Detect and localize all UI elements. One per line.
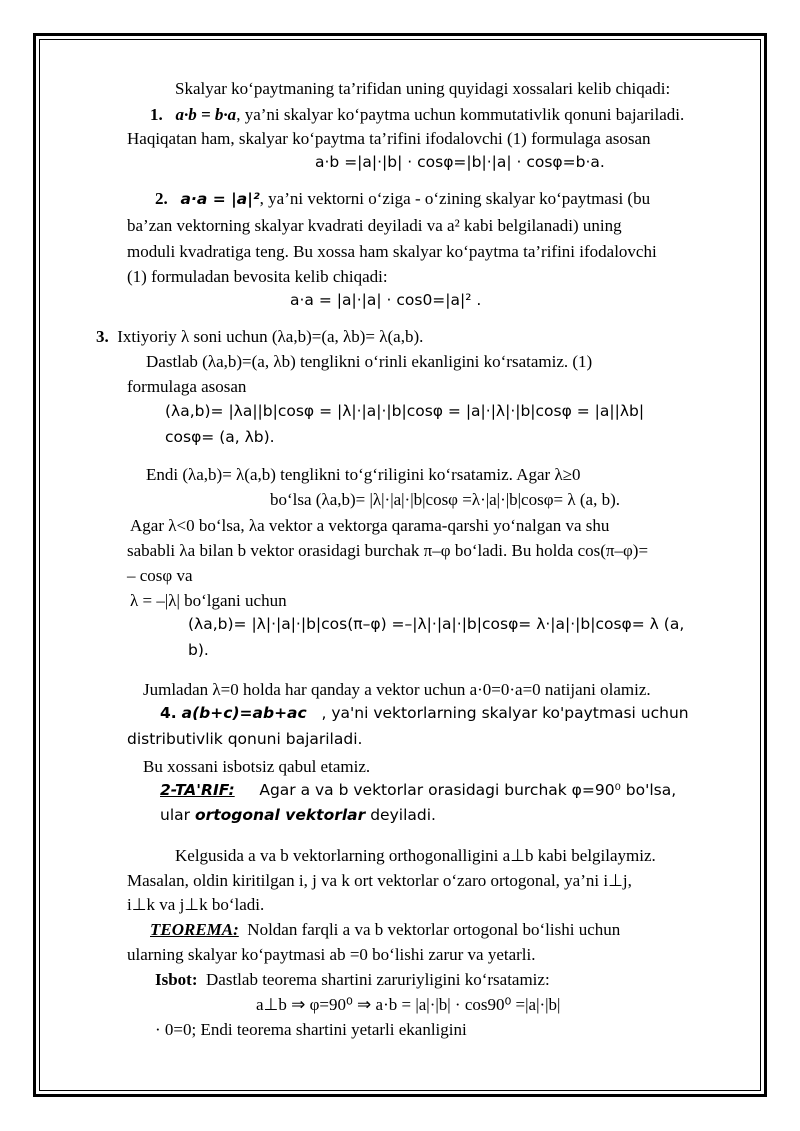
proof-label: Isbot: [155, 970, 198, 989]
orthogonal-line-3: i⊥k va j⊥k bo‘ladi. [127, 895, 265, 914]
property-1-line [150, 106, 684, 123]
property-4-text: , ya'ni vektorlarning skalyar ko'paytmasi uchun [321, 704, 689, 722]
orthogonal-line-2: Masalan, oldin kiritilgan i, j va k ort vektorlar o‘zaro ortogonal, ya’ni i⊥j, [127, 871, 632, 890]
property-2-line-4: (1) formuladan bevosita kelib chiqadi: [127, 267, 388, 286]
property-1-formula-display: a·b =|a|·|b| · cosφ=|b|·|a| · cosφ=b·a. [315, 153, 605, 171]
property-2-line-2: ba’zan vektorning skalyar kvadrati deyiladi va a² kabi belgilanadi) uning [127, 216, 622, 235]
property-3-number: 3. [96, 327, 109, 346]
property-3-line-6: sababli λa bilan b vektor orasidagi burchak π–φ bo‘ladi. Bu holda cos(π–φ)= [127, 541, 649, 560]
theorem-line-1 [150, 921, 620, 938]
definition-2-line-2 [160, 808, 436, 824]
definition-2-prefix: ular [160, 806, 195, 824]
property-4-number: 4. [160, 704, 177, 722]
property-4-formula: a(b+c)=ab+ac [181, 704, 307, 722]
definition-2-text: Agar a va b vektorlar orasidagi burchak φ=90⁰ bo'lsa, [259, 781, 677, 799]
definition-2-suffix: deyiladi. [365, 806, 436, 824]
property-2-text: , ya’ni vektorni o‘ziga - o‘zining skalyar ko‘paytmasi (bu [259, 189, 651, 208]
property-3-formula-4: b). [188, 641, 209, 659]
property-1-line-2: Haqiqatan ham, skalyar ko‘paytma ta’rifini ifodalovchi (1) formulaga asosan [127, 129, 651, 148]
property-4-line-3: Bu xossani isbotsiz qabul etamiz. [143, 757, 371, 776]
property-2-line-3: moduli kvadratiga teng. Bu xossa ham skalyar ko‘paytma ta’rifini ifodalovchi [127, 242, 657, 261]
property-3-line-1: Dastlab (λa,b)=(a, λb) tenglikni o‘rinli ekanligini ko‘rsatamiz. (1) [146, 352, 593, 371]
theorem-label: TEOREMA: [150, 920, 239, 939]
proof-line-2: · 0=0; Endi teorema shartini yetarli ekanligini [155, 1020, 467, 1039]
definition-2-term: ortogonal vektorlar [194, 806, 366, 824]
property-1-formula: a·b = b·a [175, 105, 237, 124]
proof-formula: a⊥b ⇒ φ=90⁰ ⇒ a·b = |a|·|b| · cos90⁰ =|a|·|b| [256, 995, 561, 1014]
property-3-line-7: – cosφ va [127, 566, 193, 585]
property-3-line-2: formulaga asosan [127, 377, 247, 396]
property-3-line-9: Jumladan λ=0 holda har qanday a vektor uchun a·0=0·a=0 natijani olamiz. [143, 680, 651, 699]
property-3-formula-2: cosφ= (a, λb). [165, 428, 275, 446]
property-2-line-1 [155, 190, 650, 208]
orthogonal-line-1: Kelgusida a va b vektorlarning orthogonalligini a⊥b kabi belgilaymiz. [175, 846, 656, 865]
theorem-text: Noldan farqli a va b vektorlar ortogonal bo‘lishi uchun [247, 920, 621, 939]
proof-line-1 [155, 971, 550, 988]
proof-text: Dastlab teorema shartini zaruriyligini ko‘rsatamiz: [206, 970, 550, 989]
property-3-title [96, 328, 423, 345]
property-3-line-8: λ = –|λ| bo‘lgani uchun [130, 591, 287, 610]
property-1-number: 1. [150, 105, 163, 124]
definition-2-label: 2-TA'RIF: [160, 781, 235, 799]
property-4-line-2: distributivlik qonuni bajariladi. [127, 730, 363, 748]
property-3-line-4: bo‘lsa (λa,b)= |λ|·|a|·|b|cosφ =λ·|a|·|b|cosφ= λ (a, b). [270, 490, 620, 509]
theorem-line-2: ularning skalyar ko‘paytmasi ab =0 bo‘lishi zarur va yetarli. [127, 945, 536, 964]
property-4-line-1 [160, 706, 689, 722]
property-3-formula-1: (λa,b)= |λa||b|cosφ = |λ|·|a|·|b|cosφ = |a|·|λ|·|b|cosφ = |a||λb| [165, 402, 645, 420]
property-3-title-text: Ixtiyoriy λ soni uchun (λa,b)=(a, λb)= λ(a,b). [117, 327, 424, 346]
property-3-line-3: Endi (λa,b)= λ(a,b) tenglikni to‘g‘riligini ko‘rsatamiz. Agar λ≥0 [146, 465, 581, 484]
property-2-formula: a·a = |a|² [180, 190, 260, 208]
property-2-number: 2. [155, 189, 168, 208]
intro-line: Skalyar ko‘paytmaning ta’rifidan uning quyidagi xossalari kelib chiqadi: [175, 79, 671, 98]
property-2-formula-display: a·a = |a|·|a| · cos0=|a|² . [290, 291, 482, 309]
property-1-text: , ya’ni skalyar ko‘paytma uchun kommutativlik qonuni bajariladi. [236, 105, 685, 124]
definition-2-line-1 [160, 783, 676, 799]
property-3-formula-3: (λa,b)= |λ|·|a|·|b|cos(π–φ) =–|λ|·|a|·|b|cosφ= λ·|a|·|b|cosφ= λ (a, [188, 615, 685, 633]
property-3-line-5: Agar λ<0 bo‘lsa, λa vektor a vektorga qarama-qarshi yo‘nalgan va shu [130, 516, 610, 535]
